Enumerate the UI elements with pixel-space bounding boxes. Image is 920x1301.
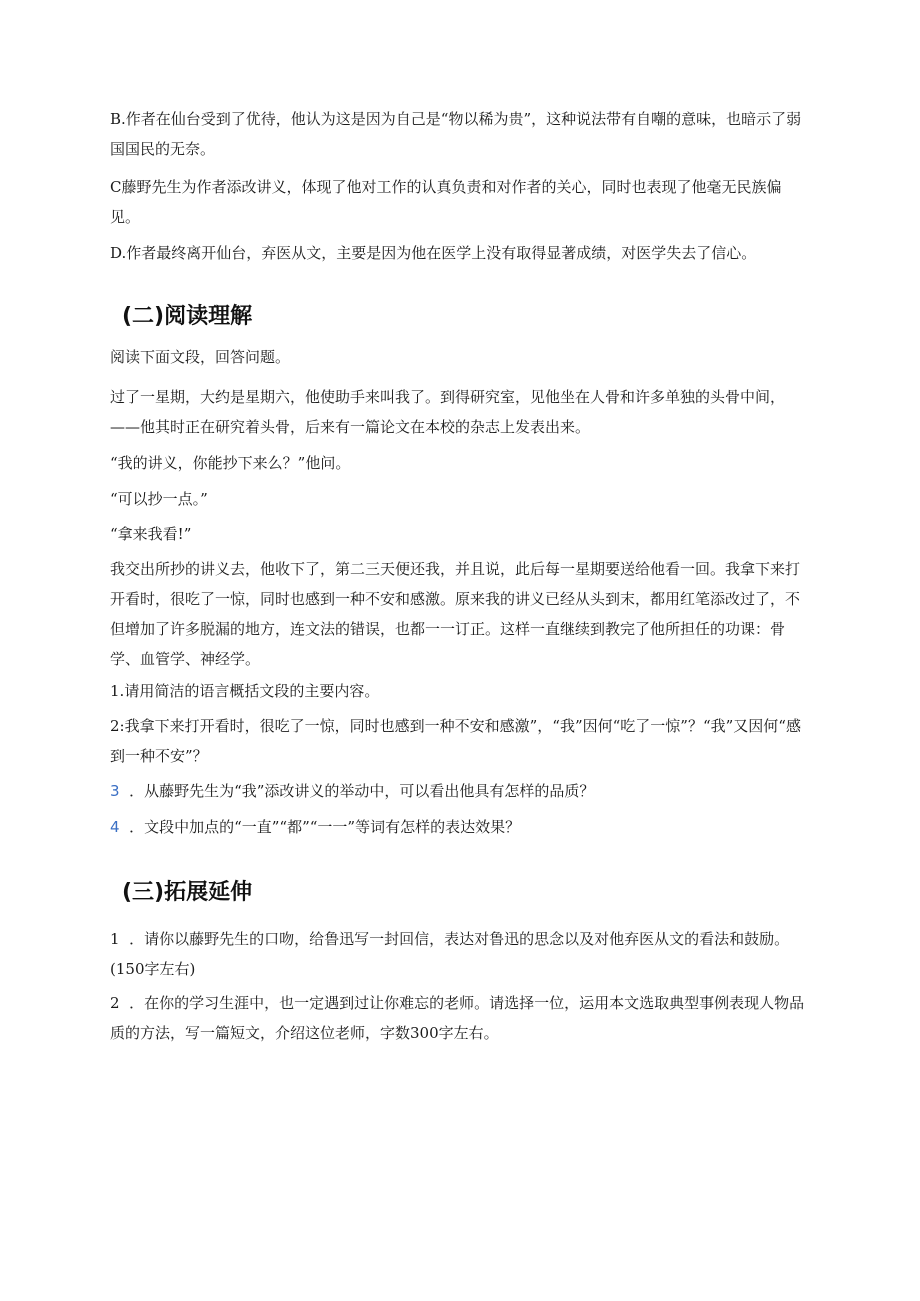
question-text: ．在你的学习生涯中，也一定遇到过让你难忘的老师。请选择一位，运用本文选取典型事例表现人物品质的方法，写一篇短文，介绍这位老师，字数300字左右。 <box>110 994 805 1042</box>
passage-paragraph-3: “可以抄一点。” <box>110 490 208 508</box>
question-number: 2: <box>110 717 125 735</box>
question-3-2 <box>110 988 810 1048</box>
question-text: ．请你以藤野先生的口吻，给鲁迅写一封回信，表达对鲁迅的思念以及对他弃医从文的看法和鼓励。(150字左右) <box>110 930 790 978</box>
question-2-4 <box>110 812 810 842</box>
question-3-1 <box>110 924 810 984</box>
question-number: 3 <box>110 782 120 800</box>
option-b: B.作者在仙台受到了优待，他认为这是因为自己是“物以稀为贵”，这种说法带有自嘲的意味，也暗示了弱国国民的无奈。 <box>110 110 802 158</box>
passage-paragraph-4: “拿来我看!” <box>110 525 192 543</box>
section-3-title: (三)拓展延伸 <box>122 880 253 905</box>
option-c: C藤野先生为作者添改讲义，体现了他对工作的认真负责和对作者的关心，同时也表现了他毫无民族偏见。 <box>110 178 782 226</box>
question-text: ．从藤野先生为“我”添改讲义的举动中，可以看出他具有怎样的品质？ <box>129 782 595 800</box>
option-d: D.作者最终离开仙台，弃医从文，主要是因为他在医学上没有取得显著成绩，对医学失去了信心。 <box>110 244 757 262</box>
section-2-intro: 阅读下面文段，回答问题。 <box>110 348 291 366</box>
question-text: 我拿下来打开看时，很吃了一惊，同时也感到一种不安和感激”，“我”因何“吃了一惊”？“我”又因何“感到一种不安”？ <box>110 717 801 765</box>
question-2-1 <box>110 676 810 706</box>
question-number: 1. <box>110 682 125 700</box>
question-2-3 <box>110 776 810 806</box>
question-text: ．文段中加点的“一直”“都”“一一”等词有怎样的表达效果？ <box>129 818 521 836</box>
passage-paragraph-2: “我的讲义，你能抄下来么？”他问。 <box>110 454 351 472</box>
question-text: 请用简洁的语言概括文段的主要内容。 <box>124 682 380 700</box>
section-2-title: (二)阅读理解 <box>122 304 253 329</box>
question-number: 1 <box>110 930 120 948</box>
question-number: 4 <box>110 818 120 836</box>
question-number: 2 <box>110 994 120 1012</box>
question-2-2 <box>110 711 810 771</box>
passage-paragraph-5: 我交出所抄的讲义去，他收下了，第二三天便还我，并且说，此后每一星期要送给他看一回。我拿下来打开看时，很吃了一惊，同时也感到一种不安和感激。原来我的讲义已经从头到末，都用红笔添改过了，不但增加了许多脱漏的地方，连文法的错误，也都一一订正。这样一直继续到教完了他所担任的功课：骨学、血管学、神经学。 <box>110 560 801 668</box>
passage-paragraph-1: 过了一星期，大约是星期六，他使助手来叫我了。到得研究室，见他坐在人骨和许多单独的头骨中间，——他其时正在研究着头骨，后来有一篇论文在本校的杂志上发表出来。 <box>110 388 786 436</box>
